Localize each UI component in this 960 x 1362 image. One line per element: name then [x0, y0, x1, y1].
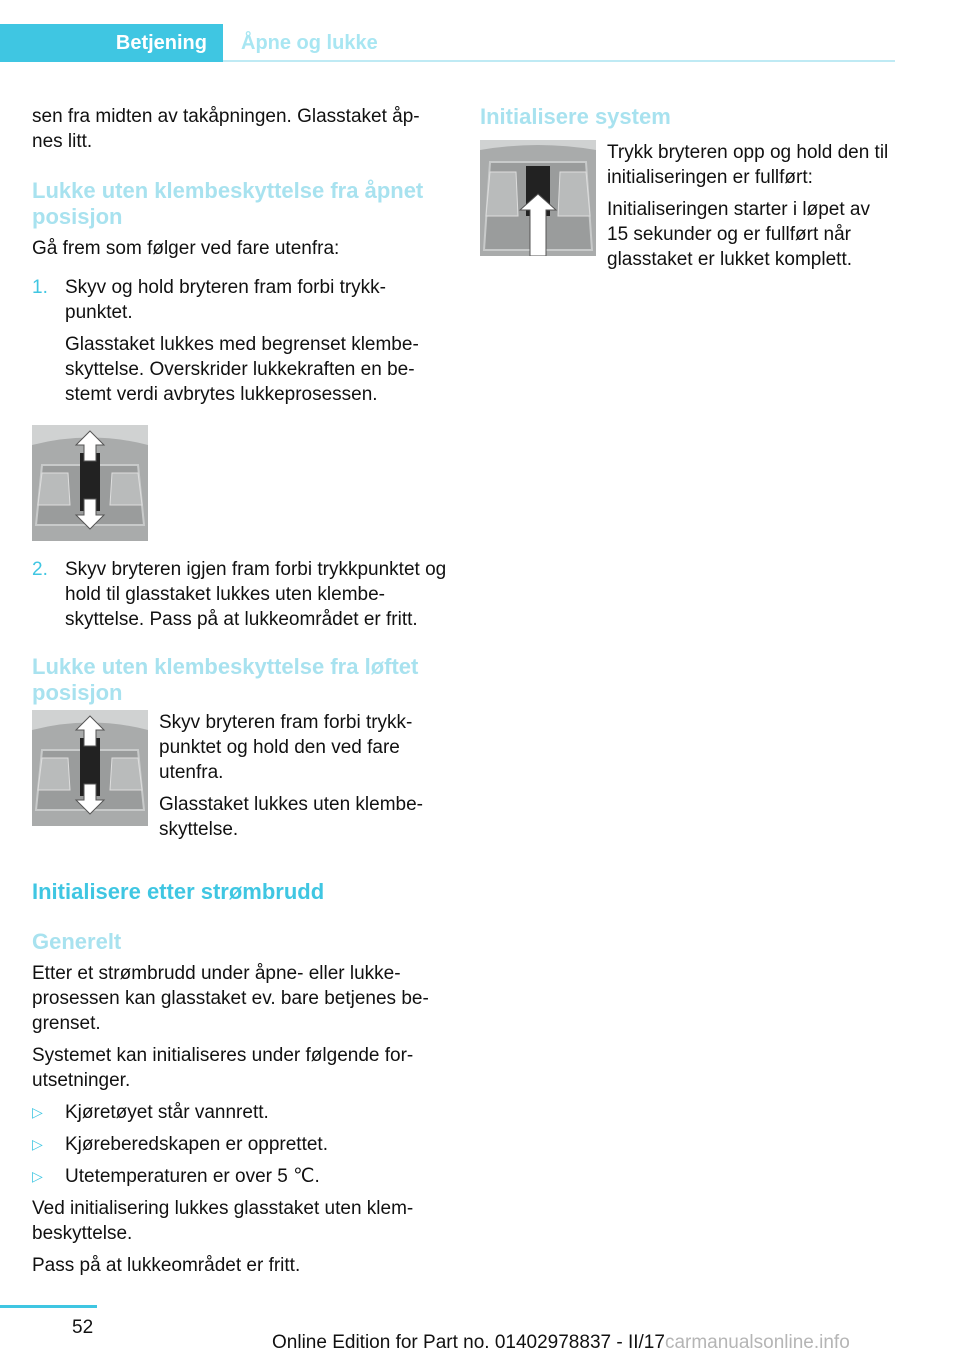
left-column	[32, 104, 450, 1285]
heading-general: Generelt	[32, 929, 122, 954]
bullet-text: Kjøretøyet står vannrett.	[65, 1102, 269, 1123]
switch-up-down-image	[32, 425, 148, 541]
chapter-title: Åpne og lukke	[241, 32, 378, 54]
header-rule	[223, 60, 895, 62]
heading-initialize-system: Initialisere system	[480, 104, 671, 129]
watermark: carmanualsonline.info	[664, 1332, 850, 1353]
list-item	[32, 557, 450, 632]
bullet-text: Utetemperaturen er over 5 ℃.	[65, 1166, 320, 1187]
footer	[272, 1332, 850, 1354]
paragraph: Trykk bryteren opp og hold den til initialiseringen er fullført:	[607, 142, 889, 188]
paragraph: Gå frem som følger ved fare utenfra:	[32, 238, 340, 259]
intro-text: sen fra midten av takåpningen. Glasstaket åp-nes litt.	[32, 106, 420, 152]
triangle-bullet-icon: ▷	[32, 1104, 43, 1120]
switch-up-image	[480, 140, 596, 256]
heading-open-position: Lukke uten klembeskyttelse fra åpnet posisjon	[32, 178, 424, 229]
step-text: Skyv bryteren igjen fram forbi trykkpunktet og hold til glasstaket lukkes uten klembe-skyttelse. Pass på at lukkeområdet er fritt.	[65, 559, 447, 630]
right-column	[480, 104, 890, 279]
paragraph: Skyv bryteren fram forbi trykk-punktet og hold den ved fare utenfra.	[159, 712, 413, 783]
paragraph: Initialiseringen starter i løpet av 15 sekunder og er fullført når glasstaket er lukket komplett.	[607, 199, 870, 270]
page-number: 52	[72, 1317, 94, 1338]
bullet-item	[32, 1164, 450, 1189]
paragraph: Glasstaket lukkes uten klembe-skyttelse.	[159, 794, 424, 840]
heading-power-failure: Initialisere etter strømbrudd	[32, 879, 325, 904]
bullet-text: Kjøreberedskapen er opprettet.	[65, 1134, 328, 1155]
switch-up-down-image	[32, 710, 148, 826]
triangle-bullet-icon: ▷	[32, 1136, 43, 1152]
paragraph: Systemet kan initialiseres under følgende for-utsetninger.	[32, 1045, 414, 1091]
step-text: Skyv og hold bryteren fram forbi trykk-punktet.	[65, 277, 386, 323]
bullet-item	[32, 1132, 450, 1157]
footer-rule	[0, 1305, 97, 1308]
step-subtext: Glasstaket lukkes med begrenset klembe-skyttelse. Overskrider lukkekraften en be-stemt verdi avbrytes lukkeprosessen.	[65, 334, 419, 405]
paragraph: Pass på at lukkeområdet er fritt.	[32, 1255, 301, 1276]
bullet-item	[32, 1100, 450, 1125]
edition-text: Online Edition for Part no. 01402978837 - II/17	[272, 1332, 665, 1353]
heading-raised-position: Lukke uten klembeskyttelse fra løftet posisjon	[32, 654, 419, 705]
step-number: 1.	[32, 277, 48, 298]
step-number: 2.	[32, 559, 48, 580]
section-tab: Betjening	[0, 24, 223, 62]
paragraph: Etter et strømbrudd under åpne- eller lukke-prosessen kan glasstaket ev. bare betjenes be-grenset.	[32, 963, 429, 1034]
list-item	[32, 275, 450, 407]
triangle-bullet-icon: ▷	[32, 1168, 43, 1184]
paragraph: Ved initialisering lukkes glasstaket uten klem-beskyttelse.	[32, 1198, 414, 1244]
